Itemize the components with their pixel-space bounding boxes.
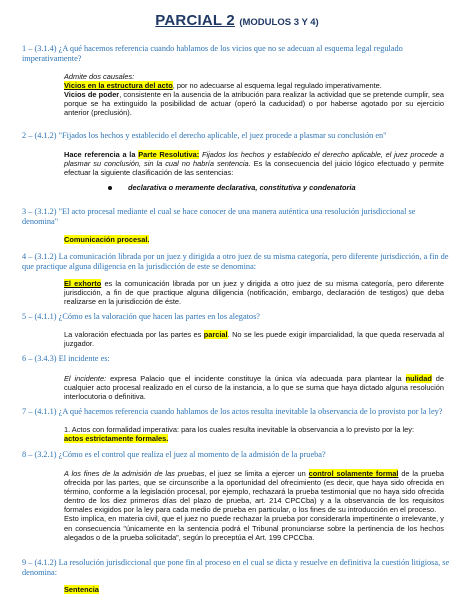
highlight-sentencia: Sentencia <box>64 585 99 594</box>
highlight-parte-resolutiva: Parte Resolutiva: <box>138 150 200 159</box>
answer-2-bullet: declarativa o meramente declarativa, constitutiva y condenatoria <box>108 183 356 192</box>
title-sub: (MODULOS 3 Y 4) <box>239 17 319 28</box>
highlight-vicios-estructura: Vicios en la estructura del acto <box>64 81 173 91</box>
question-1: 1 – (3.1.4) ¿A qué hacemos referencia cuando hablamos de los vicios que no se adecuan al esquema legal regulado imperativamente? <box>22 44 403 64</box>
answer-9 <box>64 585 444 594</box>
highlight-el-exhorto: El exhorto <box>64 279 102 288</box>
answer-1-intro: Admite dos causales: <box>64 72 135 81</box>
highlight-nulidad: nulidad <box>405 374 432 383</box>
question-7: 7 – (4.1.1) ¿A qué hacemos referencia cuando hablamos de los actos resulta inevitable la observancia de lo provisto por la ley? <box>22 407 443 416</box>
question-4: 4 – (3.1.2) La comunicación librada por un juez y dirigida a otro juez de su misma categoría, pero diferente jurisdicción, a fin de que practique alguna diligencia en la jurisdicción de este se denomina: <box>22 252 449 272</box>
question-2: 2 – (4.1.2) "Fijados los hechos y establecido el derecho aplicable, el juez procede a plasmar su conclusión en" <box>22 131 387 140</box>
question-9: 9 – (4.1.2) La resolución jurisdiccional que pone fin al proceso en el cual se dicta y resuelve en definitiva la cuestión litigiosa, se denomina: <box>22 558 450 578</box>
answer-5: La valoración efectuada por las partes es parcial. No se les puede exigir imparcialidad, la que queda reservada al juzgador. <box>64 330 444 349</box>
answer-2: Hace referencia a la Parte Resolutiva: Fijados los hechos y establecido el derecho aplicable, el juez procede a plasmar su conclusión, sin la cual no habría sentencia. Es la consecuencia del juicio lógico efectuado y permite efectuar la siguiente clasificación de las sentencias: <box>64 150 444 178</box>
highlight-control-formal: control solamente formal <box>308 469 399 478</box>
answer-3 <box>64 235 444 244</box>
answer-1 <box>64 72 444 117</box>
answer-6: El incidente: expresa Palacio que el incidente constituye la única vía adecuada para plantear la nulidad de cualquier acto procesal realizado en el curso de la instancia, a lo que se suma que haya dictado alguna resolución interlocutoria o definitiva. <box>64 374 444 402</box>
question-5: 5 – (4.1.1) ¿Cómo es la valoración que hacen las partes en los alegatos? <box>22 312 260 321</box>
highlight-parcial: parcial <box>203 330 228 339</box>
answer-1-item-2: Vicios de poder, consistente en la ausencia de la atribución para realizar la actividad que se pretende cumplir, sea porque se ha extinguido la posibilidad de actuar (operó la caducidad) o por haberse agotado por su ejercicio anterior (preclusión). <box>64 90 444 118</box>
title-main: PARCIAL 2 <box>155 12 235 29</box>
answer-8: A los fines de la admisión de las pruebas, el juez se limita a ejercer un control solamente formal de la prueba ofrecida por las partes, que se circunscribe a la oportunidad del ofrecimiento (es decir, que haya sido ofrecida en término, conforme a la legislación procesal, por ejemplo, rechazará la prueba testimonial que no haya sido ofrecida dentro de los diez primeros días del plazo de prueba, art. 214 CPCCba) y a la observancia de los requisitos formales exigidos por la ley para cada medio de prueba en particular, o los fines de su introducción en el proceso. Esto implica, en materia civil, que el juez no puede rechazar la prueba por considerarla impertinente o irrelevante, y en consecuencia "únicamente en la sentencia podrá el Tribunal pronunciarse sobre la pertinencia de los hechos alegados o de la prueba solicitada", según lo preceptúa el Art. 199 CPCCba. <box>64 469 445 542</box>
bullet-icon <box>108 186 112 190</box>
question-6: 6 – (3.4.3) El incidente es: <box>22 354 110 363</box>
page-title <box>0 12 474 30</box>
answer-1-item-1: Vicios en la estructura del acto, por no adecuarse al esquema legal regulado imperativamente. <box>64 81 382 91</box>
label-vicios-poder: Vicios de poder <box>64 90 120 100</box>
question-3: 3 – (3.1.2) "El acto procesal mediante el cual se hace conocer de una manera auténtica una resolución jurisdiccional se denomina" <box>22 207 416 227</box>
answer-4: El exhorto es la comunicación librada por un juez y dirigida a otro juez de su misma categoría, pero diferente jurisdicción, a fin de que practique alguna diligencia (notificación, embargo, declaración de testigos) que deba realizarse en la jurisdicción de éste. <box>64 279 444 307</box>
highlight-actos-formales: actos estrictamente formales. <box>64 434 169 444</box>
question-8: 8 – (3.2.1) ¿Cómo es el control que realiza el juez al momento de la admisión de la prueba? <box>22 450 326 459</box>
highlight-comunicacion-procesal: Comunicación procesal. <box>64 235 150 244</box>
answer-7: 1. Actos con formalidad imperativa: para los cuales resulta inevitable la observancia a lo previsto por la ley: actos estrictamente formales. <box>64 425 415 444</box>
